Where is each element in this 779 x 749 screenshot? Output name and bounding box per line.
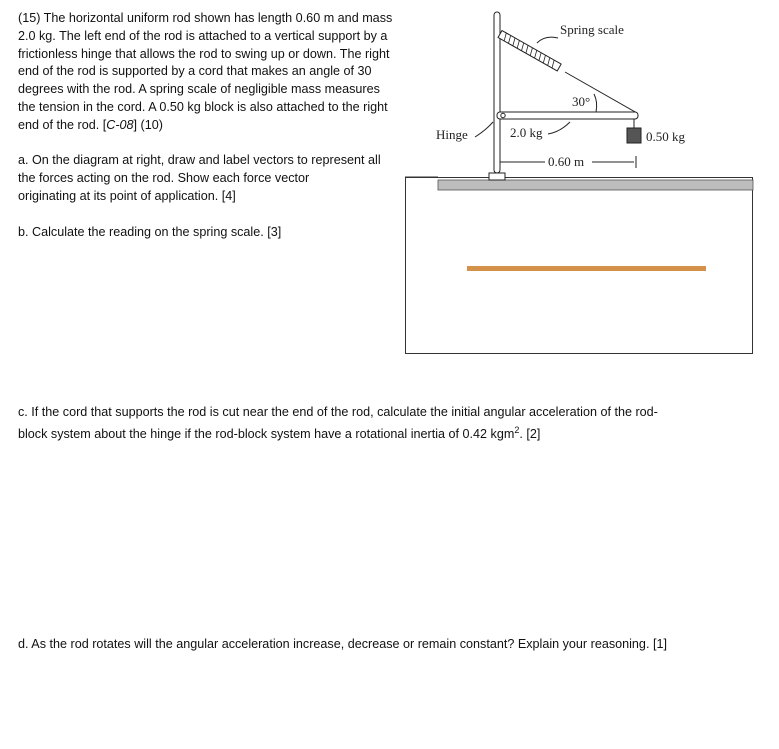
block — [627, 128, 641, 143]
problem-diagram — [0, 0, 779, 200]
spring-scale-label: Spring scale — [560, 22, 624, 37]
part-a-line: originating at its point of application. [4] — [18, 188, 236, 203]
intro-text: end of the rod. [ — [18, 117, 107, 132]
answer-rod — [467, 266, 706, 271]
part-a-line: a. On the diagram at right, draw and label vectors to represent all — [18, 153, 381, 167]
intro-line: 2.0 kg. The left end of the rod is attached to a vertical support by a — [18, 28, 388, 43]
part-b: b. Calculate the reading on the spring scale. [3] — [18, 225, 282, 239]
intro-line: end of the rod is supported by a cord that makes an angle of 30 — [18, 64, 372, 79]
intro-line: the tension in the cord. A 0.50 kg block is also attached to the right — [18, 99, 388, 114]
rod — [497, 112, 638, 119]
length-label: 0.60 m — [548, 154, 585, 169]
angle-arc — [594, 94, 597, 112]
intro-line: (15) The horizontal uniform rod shown has length 0.60 m and mass — [18, 11, 393, 25]
intro-points: ] (10) — [133, 117, 163, 132]
spring-pointer — [537, 37, 558, 43]
mass-pointer — [548, 122, 570, 134]
hinge-pin — [501, 113, 505, 117]
intro-line: frictionless hinge that allows the rod to swing up or down. The right — [18, 46, 390, 61]
part-c-line: c. If the cord that supports the rod is cut near the end of the rod, calculate the initial angular acceleration of the rod- — [18, 405, 658, 419]
hinge-pointer — [475, 122, 493, 137]
ground — [438, 180, 753, 190]
pole-base — [489, 173, 505, 180]
block-mass-label: 0.50 kg — [646, 129, 685, 144]
intro-line: degrees with the rod. A spring scale of negligible mass measures — [18, 82, 380, 97]
part-c — [18, 404, 658, 444]
hinge-label: Hinge — [436, 127, 468, 142]
part-c-line — [18, 422, 658, 444]
part-c-text: block system about the hinge if the rod-block system have a rotational inertia of 0.42 kgm — [18, 426, 515, 441]
part-d: d. As the rod rotates will the angular acceleration increase, decrease or remain constant? Explain your reasoning. [1] — [18, 637, 667, 651]
spring-scale-icon — [498, 31, 561, 71]
part-a-line: the forces acting on the rod. Show each force vector — [18, 170, 310, 185]
angle-label: 30° — [572, 94, 591, 109]
rod-mass-label: 2.0 kg — [510, 125, 543, 140]
part-c-points: . [2] — [519, 426, 541, 441]
superscript: 2 — [514, 424, 520, 435]
problem-code: C-08 — [106, 117, 134, 132]
